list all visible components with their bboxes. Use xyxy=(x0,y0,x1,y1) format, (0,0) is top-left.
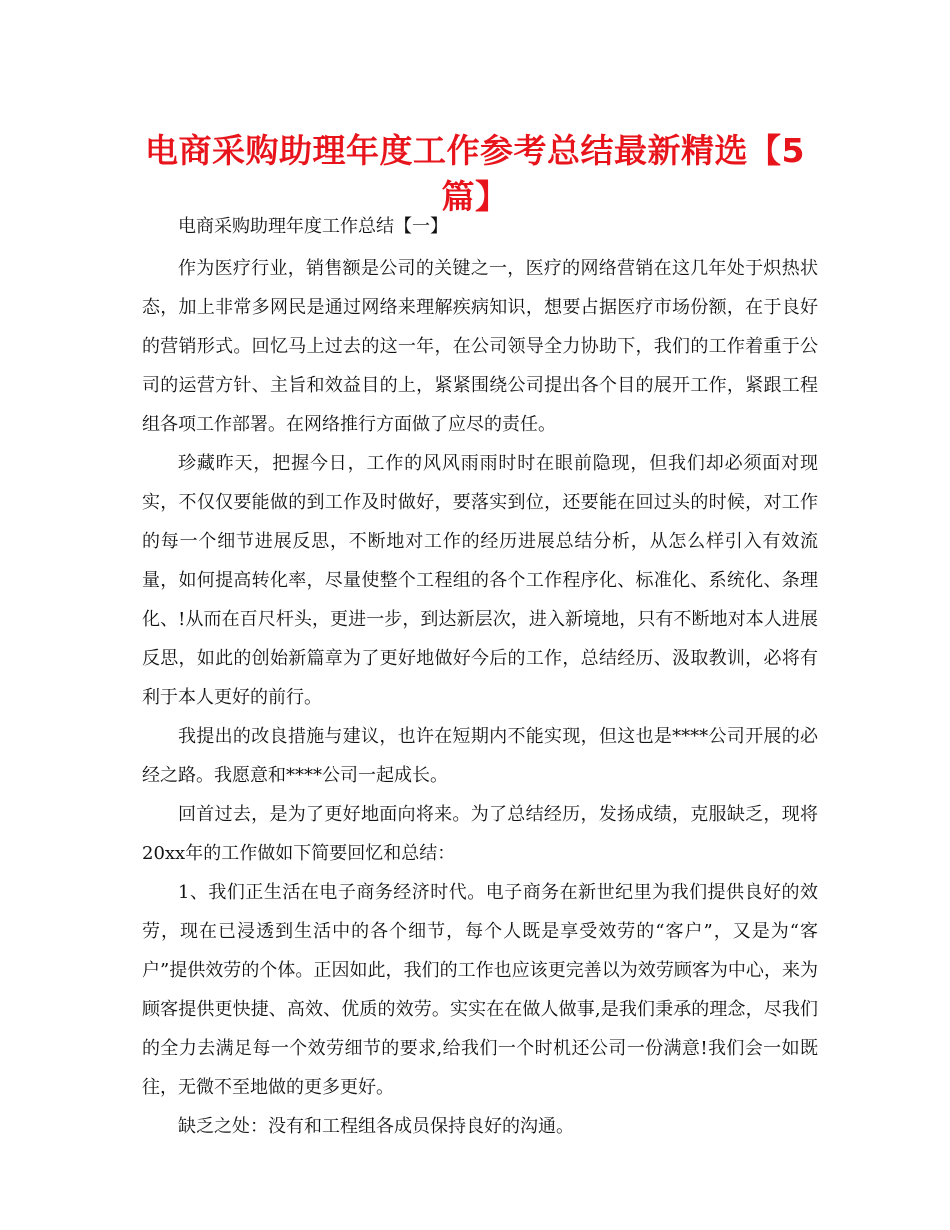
paragraph-intro: 作为医疗行业，销售额是公司的关键之一，医疗的网络营销在这几年处于炽热状态，加上非常多网民是通过网络来理解疾病知识，想要占据医疗市场份额，在于良好的营销形式。回忆马上过去的这一年，在公司领导全力协助下，我们的工作着重于公司的运营方针、主旨和效益目的上，紧紧围绕公司提出各个目的展开工作，紧跟工程组各项工作部署。在网络推行方面做了应尽的责任。 xyxy=(142,258,818,435)
section-heading: 电商采购助理年度工作总结【一】 xyxy=(178,216,448,237)
paragraph-reflection: 珍藏昨天，把握今日，工作的风风雨雨时时在眼前隐现，但我们却必须面对现实，不仅仅要能做的到工作及时做好，要落实到位，还要能在回过头的时候，对工作的每一个细节进展反思，不断地对工作的经历进展总结分析，从怎么样引入有效流量，如何提高转化率，尽量使整个工程组的各个工作程序化、标准化、系统化、条理化、!从而在百尺杆头，更进一步，到达新层次，进入新境地，只有不断地对本人进展反思，如此的创始新篇章为了更好地做好今后的工作，总结经历、汲取教训，必将有利于本人更好的前行。 xyxy=(142,453,818,708)
paragraph-suggestions: 我提出的改良措施与建议，也许在短期内不能实现，但这也是****公司开展的必经之路。我愿意和****公司一起成长。 xyxy=(142,726,818,786)
document-body xyxy=(142,210,818,1146)
paragraph-shortcomings: 缺乏之处：没有和工程组各成员保持良好的沟通。 xyxy=(178,1116,574,1137)
document-title: 电商采购助理年度工作参考总结最新精选【5篇】 xyxy=(145,131,805,216)
paragraph-ecommerce: 1、我们正生活在电子商务经济时代。电子商务在新世纪里为我们提供良好的效劳，现在已浸透到生活中的各个细节，每个人既是享受效劳的“客户”，又是为“客户”提供效劳的个体。正因如此，我们的工作也应该更完善以为效劳顾客为中心，来为顾客提供更快捷、高效、优质的效劳。实实在在做人做事,是我们秉承的理念，尽我们的全力去满足每一个效劳细节的要求,给我们一个时机还公司一份满意!我们会一如既往，无微不至地做的更多更好。 xyxy=(142,882,818,1098)
paragraph-review: 回首过去，是为了更好地面向将来。为了总结经历，发扬成绩，克服缺乏，现将20xx年的工作做如下简要回忆和总结： xyxy=(142,804,818,864)
